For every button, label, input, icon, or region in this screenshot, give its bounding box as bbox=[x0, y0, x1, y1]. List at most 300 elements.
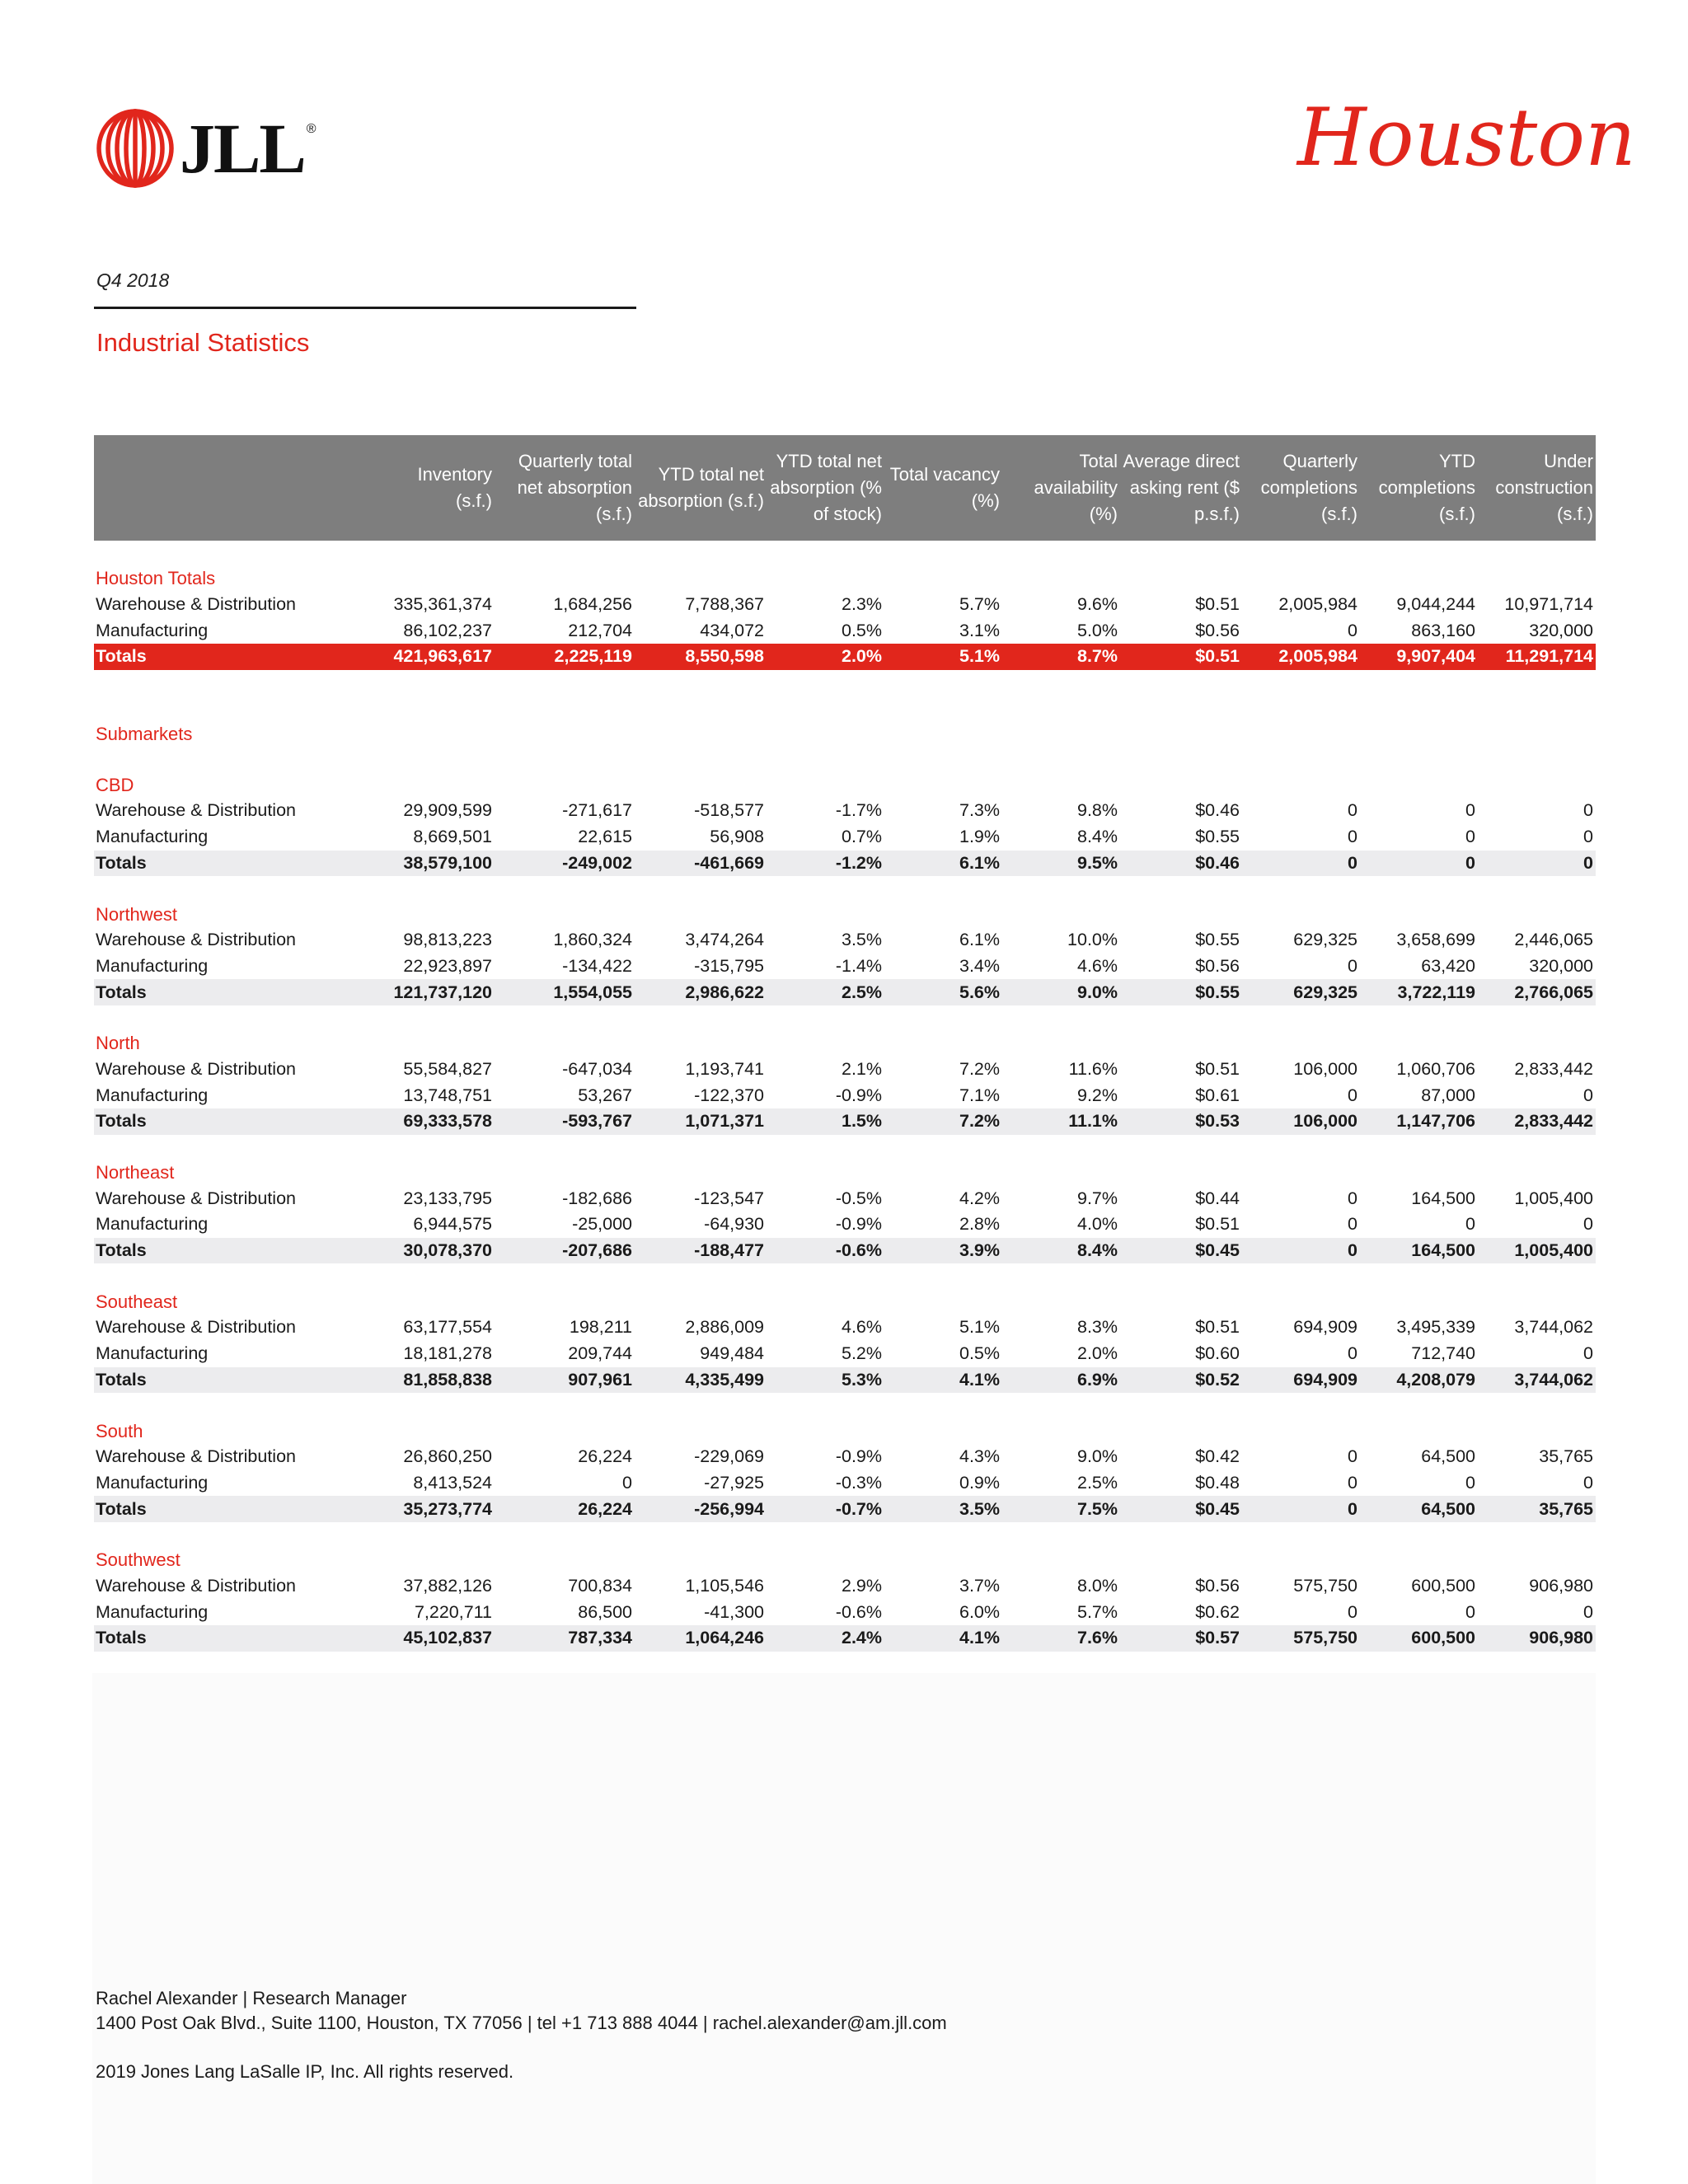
table-cell: 5.7% bbox=[1076, 1601, 1118, 1622]
table-cell: 694,909 bbox=[1293, 1317, 1357, 1338]
table-cell: 1,147,706 bbox=[1360, 1108, 1478, 1135]
table-cell: 0 bbox=[1348, 1472, 1357, 1493]
table-cell: 53,267 bbox=[578, 1085, 632, 1105]
table-cell: 1.5% bbox=[767, 1108, 884, 1135]
table-row bbox=[94, 1470, 1596, 1497]
table-row bbox=[94, 1057, 1596, 1083]
table-cell: $0.60 bbox=[1195, 1343, 1240, 1364]
table-cell: 0 bbox=[1465, 1214, 1475, 1235]
table-cell: -0.9% bbox=[835, 1085, 882, 1105]
table-cell: 2,005,984 bbox=[1242, 644, 1360, 670]
section-heading-row bbox=[94, 1160, 1596, 1186]
table-cell: $0.51 bbox=[1195, 594, 1240, 615]
table-cell: $0.57 bbox=[1120, 1625, 1242, 1652]
header-blank bbox=[94, 435, 384, 541]
table-cell: 1,684,256 bbox=[553, 594, 632, 615]
table-cell: -25,000 bbox=[572, 1214, 632, 1235]
table-cell: 575,750 bbox=[1293, 1575, 1357, 1596]
table-cell: 0 bbox=[1465, 827, 1475, 847]
table-cell: 8,413,524 bbox=[413, 1472, 492, 1493]
table-cell: 0 bbox=[1583, 1472, 1593, 1493]
submarket-totals-row bbox=[94, 1108, 1596, 1135]
table-cell: 8,669,501 bbox=[413, 827, 492, 847]
table-cell: 164,500 bbox=[1360, 1238, 1478, 1264]
table-cell: 0.5% bbox=[959, 1343, 1000, 1364]
logo-wordmark: JLL bbox=[180, 109, 305, 188]
table-cell: $0.55 bbox=[1120, 979, 1242, 1005]
footer-contact: Rachel Alexander | Research Manager bbox=[96, 1988, 407, 2008]
table-cell: 81,858,838 bbox=[384, 1367, 495, 1394]
table-cell: 907,961 bbox=[495, 1367, 635, 1394]
row-label: Manufacturing bbox=[96, 1472, 209, 1493]
table-row bbox=[94, 617, 1596, 644]
table-cell: 906,980 bbox=[1529, 1575, 1593, 1596]
table-cell: -0.7% bbox=[767, 1496, 884, 1522]
table-cell: 2,446,065 bbox=[1514, 930, 1593, 950]
table-row bbox=[94, 1212, 1596, 1238]
submarket-totals-row bbox=[94, 851, 1596, 877]
table-cell: 30,078,370 bbox=[384, 1238, 495, 1264]
table-cell: 0 bbox=[1348, 1085, 1357, 1105]
table-cell: 2,886,009 bbox=[685, 1317, 764, 1338]
column-header: Inventory (s.f.) bbox=[384, 435, 495, 541]
section-heading-row bbox=[94, 1418, 1596, 1444]
table-cell: 86,500 bbox=[578, 1601, 632, 1622]
table-cell: 13,748,751 bbox=[403, 1085, 492, 1105]
table-cell: 0 bbox=[1242, 851, 1360, 877]
submarket-totals-row bbox=[94, 1625, 1596, 1652]
table-cell: $0.42 bbox=[1195, 1446, 1240, 1467]
row-label: Warehouse & Distribution bbox=[96, 1446, 296, 1467]
table-cell: 35,273,774 bbox=[384, 1496, 495, 1522]
table-cell: $0.55 bbox=[1195, 930, 1240, 950]
table-cell: 121,737,120 bbox=[384, 979, 495, 1005]
table-cell: -1.2% bbox=[767, 851, 884, 877]
row-label: Totals bbox=[94, 851, 384, 877]
spacer-row bbox=[94, 747, 1596, 771]
table-cell: 6.9% bbox=[1002, 1367, 1120, 1394]
table-cell: 26,224 bbox=[495, 1496, 635, 1522]
table-cell: $0.51 bbox=[1120, 644, 1242, 670]
table-cell: 26,860,250 bbox=[403, 1446, 492, 1467]
table-cell: 9.2% bbox=[1076, 1085, 1118, 1105]
table-cell: 98,813,223 bbox=[403, 930, 492, 950]
table-cell: 11,291,714 bbox=[1478, 644, 1596, 670]
table-cell: 863,160 bbox=[1411, 620, 1475, 640]
table-cell: 5.1% bbox=[884, 644, 1002, 670]
table-cell: 1,554,055 bbox=[495, 979, 635, 1005]
table-cell: 1,005,400 bbox=[1478, 1238, 1596, 1264]
submarket-totals-row bbox=[94, 1367, 1596, 1394]
table-cell: 4.3% bbox=[959, 1446, 1000, 1467]
table-cell: -461,669 bbox=[635, 851, 767, 877]
table-cell: 575,750 bbox=[1242, 1625, 1360, 1652]
table-cell: 7.2% bbox=[884, 1108, 1002, 1135]
column-header: Quarterly total net absorption (s.f.) bbox=[495, 435, 635, 541]
table-cell: 9.0% bbox=[1002, 979, 1120, 1005]
table-cell: 1.9% bbox=[959, 827, 1000, 847]
table-cell: -182,686 bbox=[562, 1188, 632, 1208]
table-cell: -207,686 bbox=[495, 1238, 635, 1264]
table-cell: 9.6% bbox=[1076, 594, 1118, 615]
table-cell: 949,484 bbox=[700, 1343, 764, 1364]
table-cell: 0 bbox=[1242, 1238, 1360, 1264]
table-cell: 0 bbox=[1465, 800, 1475, 821]
table-cell: 87,000 bbox=[1421, 1085, 1475, 1105]
table-cell: 2.5% bbox=[1076, 1472, 1118, 1493]
row-label: Manufacturing bbox=[96, 620, 209, 640]
table-cell: -271,617 bbox=[562, 800, 632, 821]
table-cell: 1,071,371 bbox=[635, 1108, 767, 1135]
footer-address: 1400 Post Oak Blvd., Suite 1100, Houston, TX 77056 | tel +1 713 888 4044 | rachel.alexander@am.jll.com bbox=[96, 2013, 947, 2033]
table-cell: 7.1% bbox=[959, 1085, 1000, 1105]
spacer-row bbox=[94, 1522, 1596, 1547]
table-cell: 23,133,795 bbox=[403, 1188, 492, 1208]
section-heading: CBD bbox=[96, 774, 134, 795]
table-row bbox=[94, 954, 1596, 980]
table-cell: -0.3% bbox=[835, 1472, 882, 1493]
table-cell: 64,500 bbox=[1421, 1446, 1475, 1467]
table-cell: -229,069 bbox=[694, 1446, 764, 1467]
table-cell: 7.6% bbox=[1002, 1625, 1120, 1652]
table-cell: -41,300 bbox=[704, 1601, 764, 1622]
city-name: Houston bbox=[1297, 91, 1636, 184]
row-label: Warehouse & Distribution bbox=[96, 1317, 296, 1338]
table-cell: 0 bbox=[1348, 1214, 1357, 1235]
row-label: Totals bbox=[94, 1367, 384, 1394]
table-cell: 2.3% bbox=[841, 594, 882, 615]
table-cell: 0 bbox=[1583, 1085, 1593, 1105]
table-cell: 2.9% bbox=[841, 1575, 882, 1596]
table-cell: 63,420 bbox=[1421, 955, 1475, 976]
table-cell: -256,994 bbox=[635, 1496, 767, 1522]
row-label: Totals bbox=[94, 1108, 384, 1135]
table-row bbox=[94, 1341, 1596, 1367]
section-heading-row bbox=[94, 771, 1596, 798]
table-cell: 4,208,079 bbox=[1360, 1367, 1478, 1394]
table-cell: 9.0% bbox=[1076, 1446, 1118, 1467]
table-cell: 8.3% bbox=[1076, 1317, 1118, 1338]
submarket-totals-row bbox=[94, 1238, 1596, 1264]
houston-totals-row bbox=[94, 644, 1596, 670]
table-cell: 700,834 bbox=[568, 1575, 632, 1596]
industrial-statistics-table bbox=[94, 435, 1596, 1652]
table-cell: 0 bbox=[1478, 851, 1596, 877]
table-cell: $0.48 bbox=[1195, 1472, 1240, 1493]
page-background bbox=[92, 1673, 1596, 2184]
table-cell: -188,477 bbox=[635, 1238, 767, 1264]
table-row bbox=[94, 1315, 1596, 1341]
table-cell: 3.5% bbox=[841, 930, 882, 950]
table-cell: 35,765 bbox=[1539, 1446, 1593, 1467]
table-cell: 106,000 bbox=[1293, 1058, 1357, 1079]
table-cell: 7.5% bbox=[1002, 1496, 1120, 1522]
table-cell: 0 bbox=[1348, 955, 1357, 976]
spacer-row bbox=[94, 1393, 1596, 1418]
submarket-totals-row bbox=[94, 979, 1596, 1005]
table-cell: 22,923,897 bbox=[403, 955, 492, 976]
table-cell: 0 bbox=[1348, 827, 1357, 847]
table-cell: 4.2% bbox=[959, 1188, 1000, 1208]
table-cell: 3.9% bbox=[884, 1238, 1002, 1264]
table-cell: -0.6% bbox=[835, 1601, 882, 1622]
section-heading: South bbox=[96, 1420, 143, 1441]
section-heading: North bbox=[96, 1033, 140, 1054]
table-cell: 55,584,827 bbox=[403, 1058, 492, 1079]
spacer-row bbox=[94, 541, 1596, 565]
table-cell: 3,744,062 bbox=[1514, 1317, 1593, 1338]
section-heading-row bbox=[94, 565, 1596, 592]
table-cell: 7.3% bbox=[959, 800, 1000, 821]
table-cell: 2,833,442 bbox=[1478, 1108, 1596, 1135]
row-label: Totals bbox=[94, 644, 384, 670]
table-cell: 6.1% bbox=[884, 851, 1002, 877]
table-cell: 9,044,244 bbox=[1396, 594, 1475, 615]
table-cell: 198,211 bbox=[569, 1317, 632, 1338]
table-cell: 3.5% bbox=[884, 1496, 1002, 1522]
table-cell: -134,422 bbox=[562, 955, 632, 976]
table-cell: 0 bbox=[1465, 1472, 1475, 1493]
section-heading: Submarkets bbox=[96, 724, 193, 745]
table-row bbox=[94, 1444, 1596, 1470]
table-cell: 8.7% bbox=[1002, 644, 1120, 670]
table-cell: 5.1% bbox=[959, 1317, 1000, 1338]
table-cell: $0.56 bbox=[1195, 620, 1240, 640]
table-cell: 5.3% bbox=[767, 1367, 884, 1394]
table-cell: 600,500 bbox=[1411, 1575, 1475, 1596]
table-cell: $0.61 bbox=[1195, 1085, 1240, 1105]
table-cell: 1,105,546 bbox=[685, 1575, 764, 1596]
row-label: Warehouse & Distribution bbox=[96, 1058, 296, 1079]
table-cell: 7.2% bbox=[959, 1058, 1000, 1079]
column-header: YTD total net absorption (s.f.) bbox=[635, 435, 767, 541]
table-cell: 18,181,278 bbox=[403, 1343, 492, 1364]
table-cell: 11.6% bbox=[1068, 1058, 1118, 1079]
table-cell: 0 bbox=[1583, 800, 1593, 821]
section-heading-row bbox=[94, 721, 1596, 748]
section-heading-row bbox=[94, 1030, 1596, 1057]
table-cell: -0.9% bbox=[835, 1214, 882, 1235]
table-cell: 4.6% bbox=[841, 1317, 882, 1338]
table-cell: 22,615 bbox=[578, 827, 632, 847]
table-cell: -123,547 bbox=[694, 1188, 764, 1208]
column-header: Quarterly completions (s.f.) bbox=[1242, 435, 1360, 541]
table-cell: 35,765 bbox=[1478, 1496, 1596, 1522]
table-cell: 2,766,065 bbox=[1478, 979, 1596, 1005]
table-cell: $0.56 bbox=[1195, 1575, 1240, 1596]
table-cell: 5.0% bbox=[1076, 620, 1118, 640]
table-cell: 320,000 bbox=[1529, 955, 1593, 976]
table-cell: $0.55 bbox=[1195, 827, 1240, 847]
spacer-row bbox=[94, 670, 1596, 721]
column-header: YTD total net absorption (% of stock) bbox=[767, 435, 884, 541]
table-cell: 4.1% bbox=[884, 1367, 1002, 1394]
table-cell: 0 bbox=[1465, 1601, 1475, 1622]
table-cell: 5.6% bbox=[884, 979, 1002, 1005]
table-cell: 1,005,400 bbox=[1514, 1188, 1593, 1208]
table-cell: 629,325 bbox=[1293, 930, 1357, 950]
table-cell: 3,744,062 bbox=[1478, 1367, 1596, 1394]
table-cell: 63,177,554 bbox=[403, 1317, 492, 1338]
jll-logo bbox=[96, 109, 316, 188]
table-cell: 164,500 bbox=[1411, 1188, 1475, 1208]
jll-rings-icon bbox=[96, 109, 175, 188]
table-cell: 5.7% bbox=[959, 594, 1000, 615]
table-cell: 0 bbox=[622, 1472, 632, 1493]
table-cell: -0.9% bbox=[835, 1446, 882, 1467]
table-cell: 69,333,578 bbox=[384, 1108, 495, 1135]
table-cell: 37,882,126 bbox=[403, 1575, 492, 1596]
table-cell: $0.62 bbox=[1195, 1601, 1240, 1622]
table-row bbox=[94, 798, 1596, 824]
table-cell: 694,909 bbox=[1242, 1367, 1360, 1394]
table-row bbox=[94, 1573, 1596, 1600]
spacer-row bbox=[94, 1005, 1596, 1030]
table-cell: -0.6% bbox=[767, 1238, 884, 1264]
table-cell: 4,335,499 bbox=[635, 1367, 767, 1394]
table-cell: 2.8% bbox=[959, 1214, 1000, 1235]
table-cell: 2,986,622 bbox=[635, 979, 767, 1005]
table-cell: 10.0% bbox=[1067, 930, 1118, 950]
table-cell: 434,072 bbox=[700, 620, 764, 640]
table-row bbox=[94, 592, 1596, 618]
section-heading: Northwest bbox=[96, 903, 178, 925]
table-cell: -64,930 bbox=[704, 1214, 764, 1235]
table-cell: -122,370 bbox=[694, 1085, 764, 1105]
table-cell: 11.1% bbox=[1002, 1108, 1120, 1135]
city-script-title bbox=[1294, 82, 1636, 198]
table-cell: 4.0% bbox=[1076, 1214, 1118, 1235]
table-cell: 2.0% bbox=[767, 644, 884, 670]
row-label: Manufacturing bbox=[96, 827, 209, 847]
table-cell: $0.51 bbox=[1195, 1317, 1240, 1338]
table-cell: 0.5% bbox=[841, 620, 882, 640]
table-cell: 0 bbox=[1348, 1446, 1357, 1467]
table-cell: -593,767 bbox=[495, 1108, 635, 1135]
section-heading: Southeast bbox=[96, 1291, 178, 1312]
period-divider bbox=[94, 307, 636, 309]
table-cell: 4.1% bbox=[884, 1625, 1002, 1652]
table-cell: 3,495,339 bbox=[1396, 1317, 1475, 1338]
section-heading: Southwest bbox=[96, 1549, 181, 1571]
table-cell: 26,224 bbox=[578, 1446, 632, 1467]
table-row bbox=[94, 1599, 1596, 1625]
table-cell: 1,193,741 bbox=[685, 1058, 764, 1079]
table-cell: 629,325 bbox=[1242, 979, 1360, 1005]
page-title: Industrial Statistics bbox=[96, 328, 310, 357]
table-cell: 3,658,699 bbox=[1396, 930, 1475, 950]
table-cell: 212,704 bbox=[568, 620, 632, 640]
column-header: Average direct asking rent ($ p.s.f.) bbox=[1120, 435, 1242, 541]
table-cell: $0.51 bbox=[1195, 1214, 1240, 1235]
column-header: YTD completions (s.f.) bbox=[1360, 435, 1478, 541]
table-cell: 9,907,404 bbox=[1360, 644, 1478, 670]
table-cell: $0.46 bbox=[1195, 800, 1240, 821]
table-cell: 9.7% bbox=[1076, 1188, 1118, 1208]
spacer-row bbox=[94, 1263, 1596, 1288]
table-cell: 3.1% bbox=[959, 620, 1000, 640]
table-cell: $0.46 bbox=[1120, 851, 1242, 877]
table-cell: 712,740 bbox=[1411, 1343, 1475, 1364]
spacer-row bbox=[94, 1135, 1596, 1160]
table-cell: 2,833,442 bbox=[1514, 1058, 1593, 1079]
table-cell: 0 bbox=[1583, 1214, 1593, 1235]
table-cell: -249,002 bbox=[495, 851, 635, 877]
table-row bbox=[94, 1082, 1596, 1108]
table-cell: 0 bbox=[1242, 1496, 1360, 1522]
table-cell: -1.4% bbox=[835, 955, 882, 976]
footer-copyright: 2019 Jones Lang LaSalle IP, Inc. All rights reserved. bbox=[96, 2061, 514, 2082]
row-label: Warehouse & Distribution bbox=[96, 594, 296, 615]
table-cell: 2.1% bbox=[841, 1058, 882, 1079]
table-cell: 335,361,374 bbox=[393, 594, 492, 615]
table-cell: $0.45 bbox=[1120, 1496, 1242, 1522]
row-label: Totals bbox=[94, 1625, 384, 1652]
table-cell: 0.7% bbox=[841, 827, 882, 847]
row-label: Warehouse & Distribution bbox=[96, 1188, 296, 1208]
table-cell: 5.2% bbox=[841, 1343, 882, 1364]
table-cell: 2,225,119 bbox=[495, 644, 635, 670]
section-heading: Northeast bbox=[96, 1162, 175, 1183]
table-row bbox=[94, 927, 1596, 954]
table-cell: 29,909,599 bbox=[403, 800, 492, 821]
table-cell: -647,034 bbox=[562, 1058, 632, 1079]
table-cell: 8.0% bbox=[1076, 1575, 1118, 1596]
table-cell: 1,860,324 bbox=[553, 930, 632, 950]
table-cell: 45,102,837 bbox=[384, 1625, 495, 1652]
row-label: Warehouse & Distribution bbox=[96, 800, 296, 821]
table-cell: 600,500 bbox=[1360, 1625, 1478, 1652]
section-heading-row bbox=[94, 901, 1596, 927]
table-cell: -1.7% bbox=[835, 800, 882, 821]
table-cell: 56,908 bbox=[710, 827, 764, 847]
table-cell: 0 bbox=[1583, 1343, 1593, 1364]
table-cell: $0.44 bbox=[1195, 1188, 1240, 1208]
table-cell: 64,500 bbox=[1360, 1496, 1478, 1522]
table-cell: 906,980 bbox=[1478, 1625, 1596, 1652]
row-label: Totals bbox=[94, 979, 384, 1005]
table-cell: 2.4% bbox=[767, 1625, 884, 1652]
table-cell: 8,550,598 bbox=[635, 644, 767, 670]
table-cell: 0 bbox=[1583, 827, 1593, 847]
table-cell: 3.4% bbox=[959, 955, 1000, 976]
row-label: Totals bbox=[94, 1496, 384, 1522]
row-label: Manufacturing bbox=[96, 1085, 209, 1105]
table-cell: 8.4% bbox=[1002, 1238, 1120, 1264]
table-cell: 0 bbox=[1348, 1188, 1357, 1208]
table-cell: 0 bbox=[1360, 851, 1478, 877]
table-cell: 86,102,237 bbox=[403, 620, 492, 640]
spacer-row bbox=[94, 876, 1596, 901]
submarket-totals-row bbox=[94, 1496, 1596, 1522]
table-cell: 3,474,264 bbox=[685, 930, 764, 950]
table-cell: 6,944,575 bbox=[413, 1214, 492, 1235]
table-cell: 7,788,367 bbox=[685, 594, 764, 615]
row-label: Manufacturing bbox=[96, 955, 209, 976]
table-cell: 787,334 bbox=[495, 1625, 635, 1652]
table-cell: 0 bbox=[1348, 800, 1357, 821]
table-cell: 209,744 bbox=[568, 1343, 632, 1364]
table-cell: $0.51 bbox=[1195, 1058, 1240, 1079]
table-cell: -315,795 bbox=[694, 955, 764, 976]
table-cell: 320,000 bbox=[1529, 620, 1593, 640]
table-row bbox=[94, 824, 1596, 851]
table-cell: 1,060,706 bbox=[1396, 1058, 1475, 1079]
table-cell: 421,963,617 bbox=[384, 644, 495, 670]
table-row bbox=[94, 1185, 1596, 1212]
table-body bbox=[94, 541, 1596, 1652]
table-cell: -0.5% bbox=[835, 1188, 882, 1208]
